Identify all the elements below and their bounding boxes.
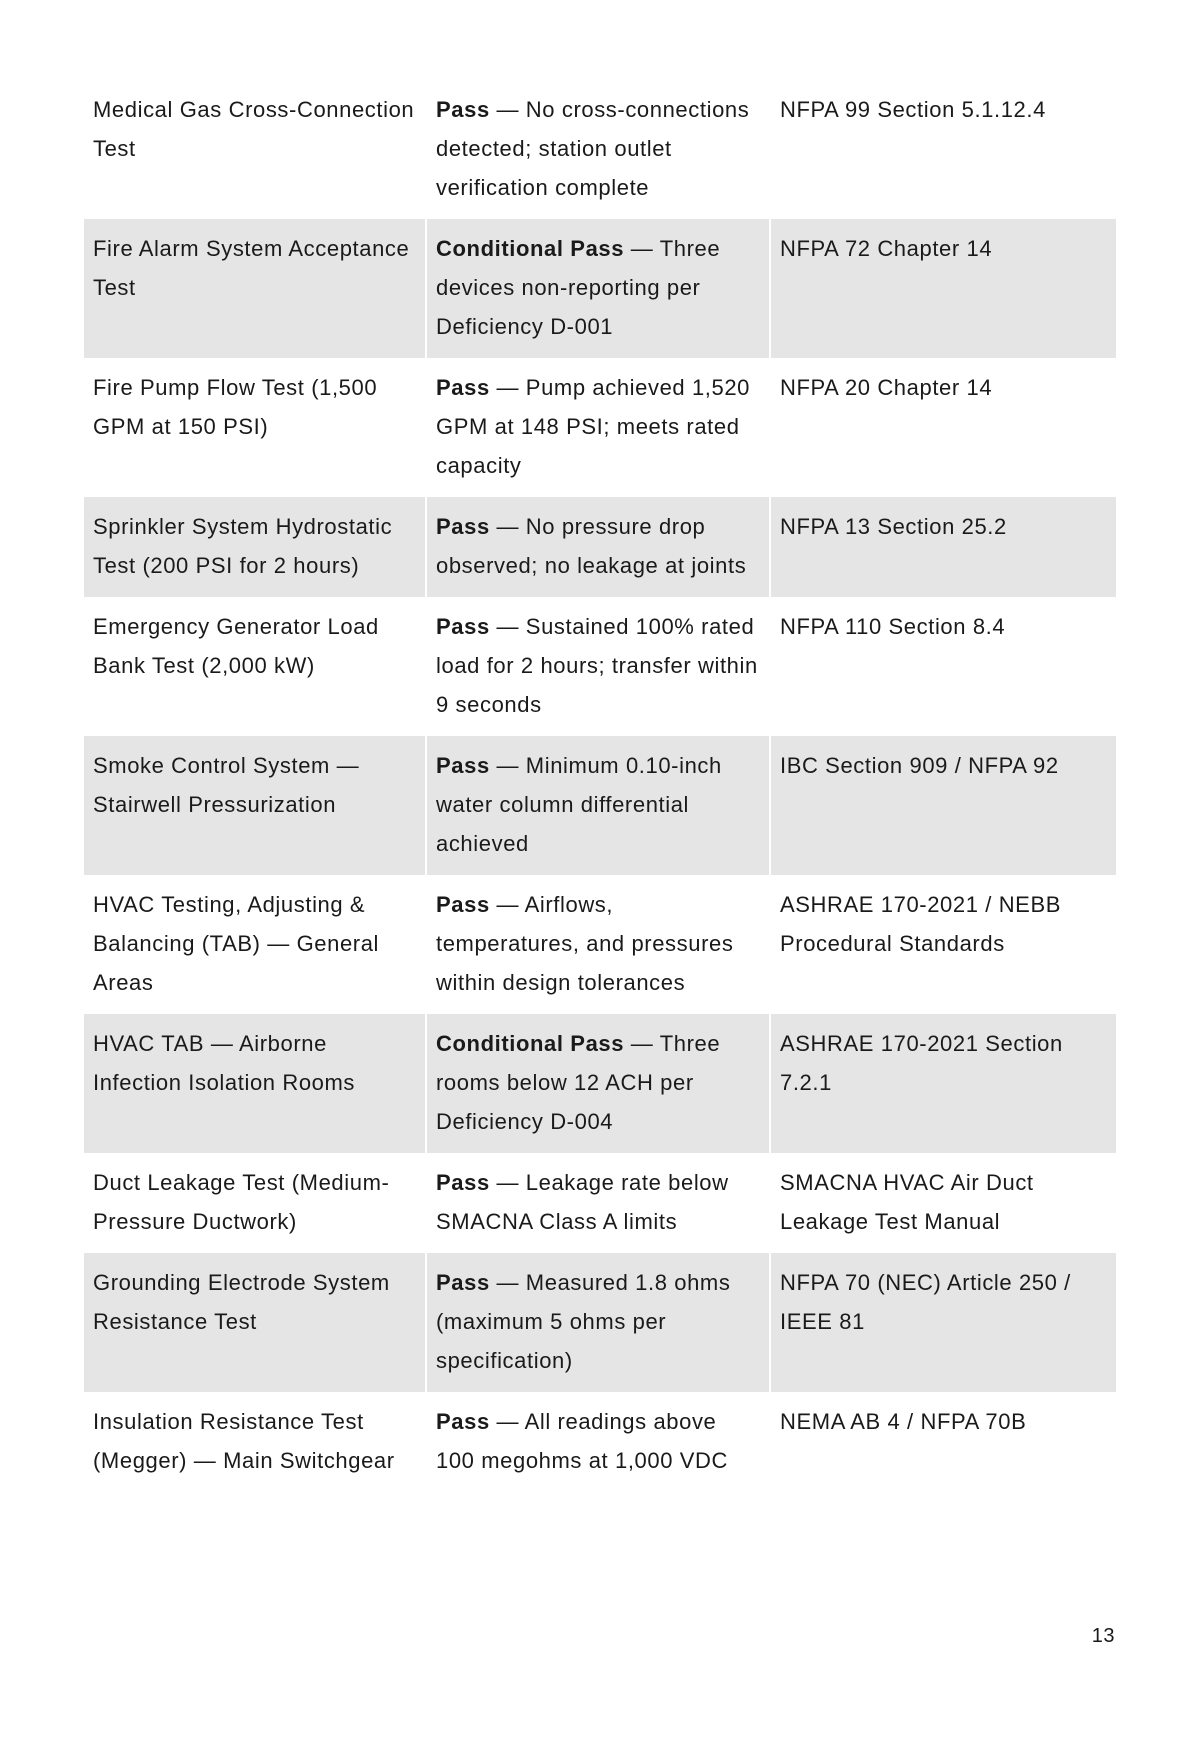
table-row (84, 1253, 1116, 1392)
result-status: Pass (436, 1170, 490, 1195)
result-status: Pass (436, 614, 490, 639)
test-results-table (84, 80, 1116, 1492)
table-row (84, 358, 1116, 497)
result-status: Pass (436, 1270, 490, 1295)
result-cell (426, 736, 770, 875)
result-detail: — Three rooms below 12 ACH per Deficiency D-004 (436, 1031, 721, 1134)
test-name-cell: Emergency Generator Load Bank Test (2,000 kW) (84, 597, 426, 736)
result-cell (426, 219, 770, 358)
test-name-cell: HVAC TAB — Airborne Infection Isolation Rooms (84, 1014, 426, 1153)
table-row (84, 1153, 1116, 1253)
reference-cell: ASHRAE 170-2021 / NEBB Procedural Standards (770, 875, 1116, 1014)
table-row (84, 1392, 1116, 1492)
result-status: Pass (436, 1409, 490, 1434)
table-row (84, 597, 1116, 736)
test-name-cell: Insulation Resistance Test (Megger) — Main Switchgear (84, 1392, 426, 1492)
reference-cell: NFPA 72 Chapter 14 (770, 219, 1116, 358)
result-cell (426, 497, 770, 597)
reference-cell: NFPA 20 Chapter 14 (770, 358, 1116, 497)
reference-cell: NEMA AB 4 / NFPA 70B (770, 1392, 1116, 1492)
table-row (84, 1014, 1116, 1153)
test-name-cell: HVAC Testing, Adjusting & Balancing (TAB) — General Areas (84, 875, 426, 1014)
table-row (84, 80, 1116, 219)
result-cell (426, 597, 770, 736)
result-cell (426, 80, 770, 219)
reference-cell: SMACNA HVAC Air Duct Leakage Test Manual (770, 1153, 1116, 1253)
reference-cell: ASHRAE 170-2021 Section 7.2.1 (770, 1014, 1116, 1153)
result-detail: — Leakage rate below SMACNA Class A limits (436, 1170, 729, 1234)
result-cell (426, 1392, 770, 1492)
result-detail: — Sustained 100% rated load for 2 hours; transfer within 9 seconds (436, 614, 758, 717)
result-cell (426, 1153, 770, 1253)
table-row (84, 875, 1116, 1014)
result-status: Conditional Pass (436, 1031, 625, 1056)
test-name-cell: Fire Alarm System Acceptance Test (84, 219, 426, 358)
result-cell (426, 358, 770, 497)
reference-cell: NFPA 13 Section 25.2 (770, 497, 1116, 597)
result-cell (426, 1014, 770, 1153)
test-name-cell: Grounding Electrode System Resistance Test (84, 1253, 426, 1392)
result-detail: — Pump achieved 1,520 GPM at 148 PSI; meets rated capacity (436, 375, 751, 478)
result-cell (426, 875, 770, 1014)
result-detail: — Airflows, temperatures, and pressures within design tolerances (436, 892, 734, 995)
test-name-cell: Fire Pump Flow Test (1,500 GPM at 150 PSI) (84, 358, 426, 497)
result-status: Pass (436, 375, 490, 400)
test-name-cell: Medical Gas Cross-Connection Test (84, 80, 426, 219)
result-detail: — Three devices non-reporting per Deficiency D-001 (436, 236, 721, 339)
result-detail: — Minimum 0.10-inch water column differential achieved (436, 753, 722, 856)
reference-cell: NFPA 110 Section 8.4 (770, 597, 1116, 736)
result-cell (426, 1253, 770, 1392)
table-row (84, 736, 1116, 875)
document-page (84, 80, 1116, 1492)
result-status: Pass (436, 753, 490, 778)
result-status: Conditional Pass (436, 236, 625, 261)
reference-cell: NFPA 99 Section 5.1.12.4 (770, 80, 1116, 219)
reference-cell: IBC Section 909 / NFPA 92 (770, 736, 1116, 875)
table-row (84, 219, 1116, 358)
result-detail: — No cross-connections detected; station outlet verification complete (436, 97, 750, 200)
result-detail: — All readings above 100 megohms at 1,000 VDC (436, 1409, 728, 1473)
result-status: Pass (436, 892, 490, 917)
reference-cell: NFPA 70 (NEC) Article 250 / IEEE 81 (770, 1253, 1116, 1392)
test-name-cell: Duct Leakage Test (Medium-Pressure Ductwork) (84, 1153, 426, 1253)
test-name-cell: Smoke Control System — Stairwell Pressurization (84, 736, 426, 875)
result-status: Pass (436, 97, 490, 122)
test-name-cell: Sprinkler System Hydrostatic Test (200 PSI for 2 hours) (84, 497, 426, 597)
table-row (84, 497, 1116, 597)
page-number: 13 (1091, 1625, 1115, 1647)
result-status: Pass (436, 514, 490, 539)
result-detail: — Measured 1.8 ohms (maximum 5 ohms per specification) (436, 1270, 731, 1373)
result-detail: — No pressure drop observed; no leakage at joints (436, 514, 747, 578)
